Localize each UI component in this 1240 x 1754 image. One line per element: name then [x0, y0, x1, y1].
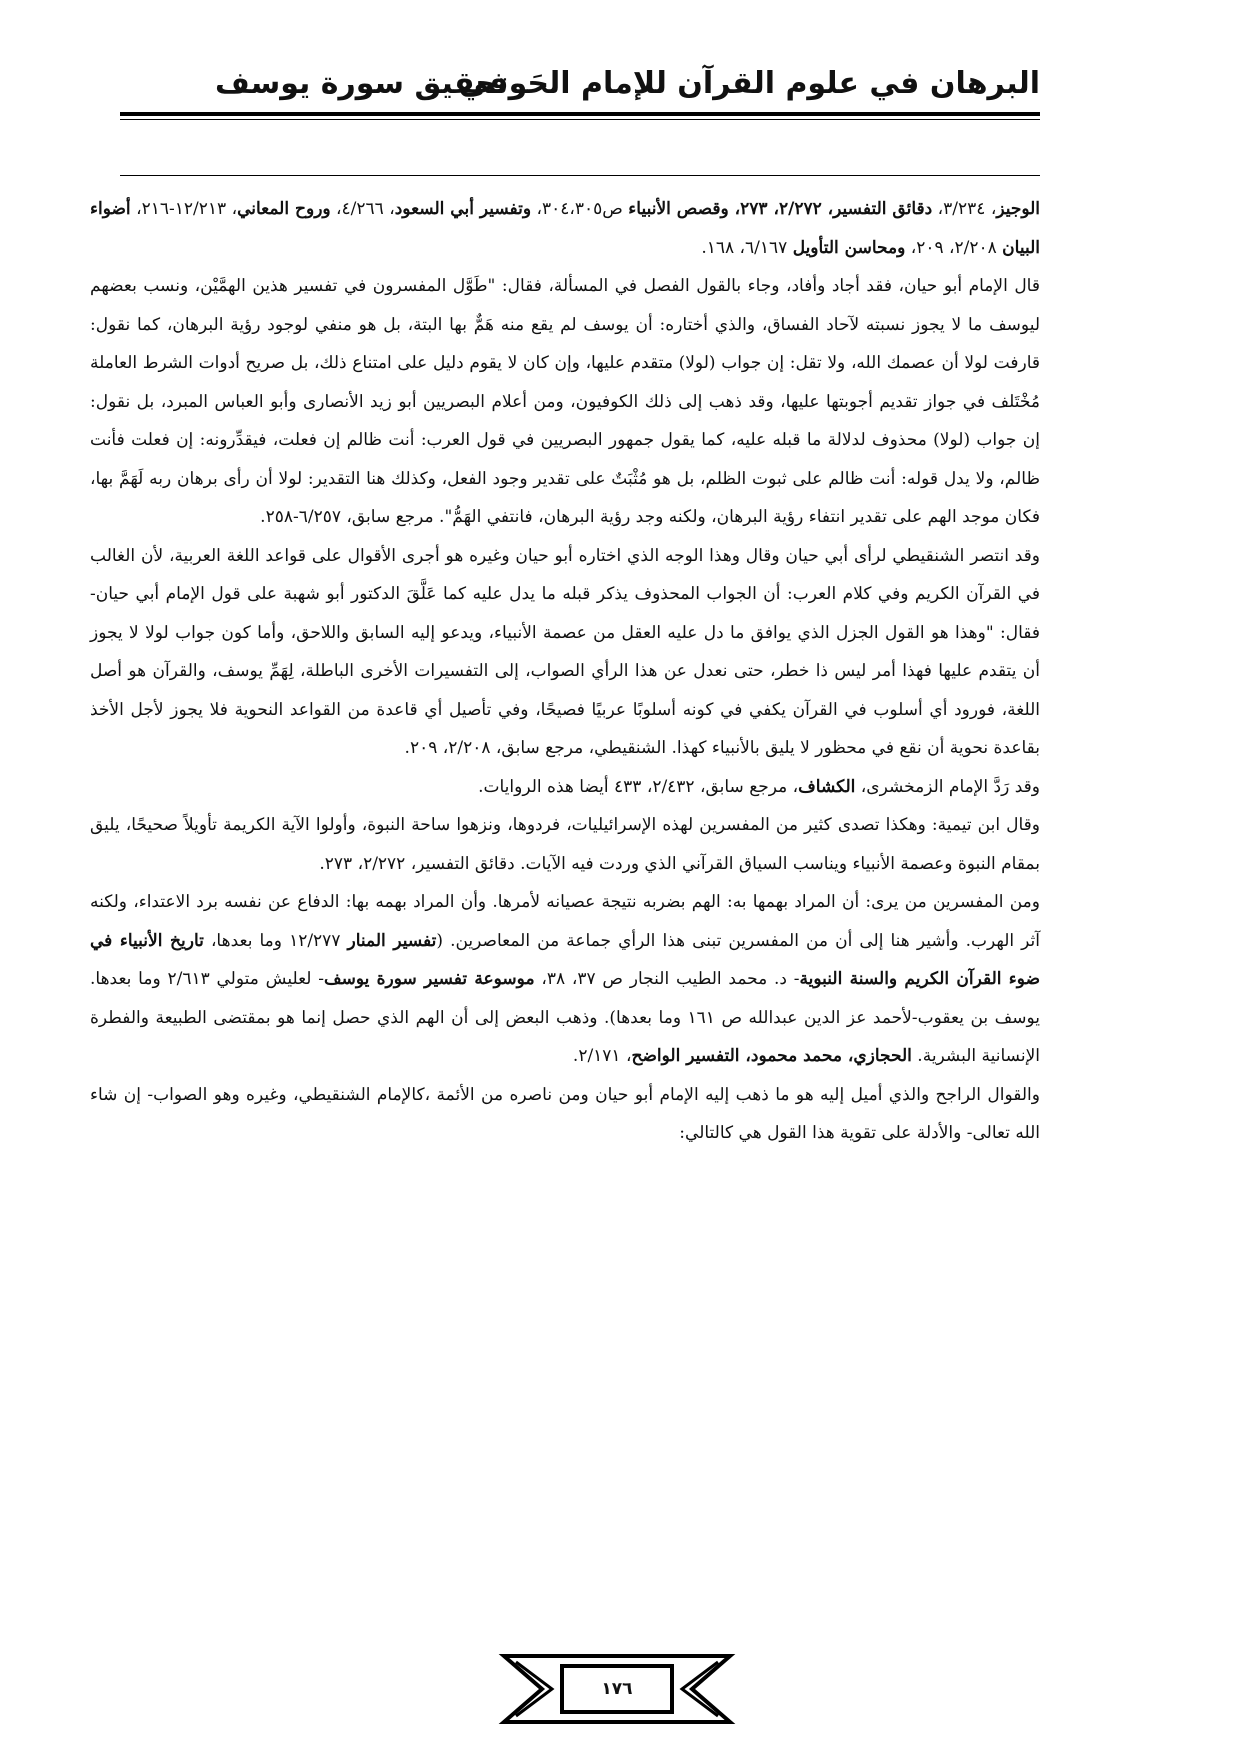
paragraph-preferred-view: والقوال الراجح والذي أميل إليه هو ما ذهب إليه الإمام أبو حيان ومن ناصره من الأئمة ،كالإمام الشنقيطي، وغيره وهو الصواب- إن شاء الله تعالى- والأدلة على تقوية هذا القول هي كالتالي: — [90, 1084, 1040, 1143]
paragraph-other-mufassirin — [90, 883, 1040, 1076]
ref-bold: أضواء البيان — [90, 199, 1040, 258]
ref-text: ص٣٠٤،٣٠٥، — [531, 199, 629, 219]
ref-text: ٢/٢٠٨، ٢٠٩، — [905, 237, 1003, 258]
ref-text: ، ٣/٢٣٤، — [932, 199, 997, 219]
ref-bold: الحجازي، محمد محمود، التفسير الواضح — [631, 1046, 912, 1066]
ref-text: ، ٤/٢٦٦، — [330, 199, 395, 219]
text-span: ومن المفسرين من يرى: أن المراد بهمها به: الهم بضربه نتيجة عصيانه لأمرها. وأن المراد بهمه بها: الدفاع عن نفسه برد الاعتداء، ولكنه آثر الهرب. وأشير هنا إلى أن من المفسرين تبنى هذا الرأي جماعة من المعاصرين. ( — [90, 892, 1041, 951]
ref-bold: دقائق التفسير، ٢/٢٧٢، ٢٧٣، وقصص الأنبياء — [628, 199, 933, 219]
header-rule — [120, 112, 1040, 116]
paragraph-references — [90, 190, 1040, 267]
header-rule-thin — [120, 119, 1040, 120]
ref-bold: تفسير المنار — [347, 930, 437, 951]
ref-bold: تاريخ الأنبياء في ضوء القرآن الكريم والسنة النبوية — [90, 930, 1041, 989]
paragraph-ibn-taymiyya: وقال ابن تيمية: وهكذا تصدى كثير من المفسرين لهذه الإسرائيليات، فردوها، ونزهوا ساحة النبوة، وأولوا الآية الكريمة تأويلاً صحيحًا، يليق بمقام النبوة وعصمة الأنبياء ويناسب السياق القرآني الذي وردت فيه الآيات. دقائق التفسير، ٢/٢٧٢، ٢٧٣. — [90, 815, 1040, 874]
ref-bold: ومحاسن التأويل — [792, 237, 906, 258]
paragraph-zamakhshari — [90, 768, 1040, 807]
paragraph-shinqiti: وقد انتصر الشنقيطي لرأى أبي حيان وقال وهذا الوجه الذي اختاره أبو حيان وغيره هو أجرى الأقوال على قواعد اللغة العربية، لأن الغالب في القرآن الكريم وفي كلام العرب: أن الجواب المحذوف يذكر قبله ما يدل عليه كما عَلَّقَ الدكتور أبو شهبة على قول الإمام أبي حيان-فقال: "وهذا هو القول الجزل الذي يوافق ما دل عليه العقل من عصمة الأنبياء، ويدعو إليه السابق واللاحق، وأما كون جواب لولا لا يجوز أن يتقدم عليها فهذا أمر ليس ذا خطر، حتى نعدل عن هذا الرأي الصواب، إلى التفسيرات الأخرى الباطلة، لِهَمِّ يوسف، والقرآن هو أصل اللغة، فورود أي أسلوب في القرآن يكفي في كونه أسلوبًا عربيًا فصيحًا، وفي تأصيل أي قاعدة من القواعد النحوية فلا يجوز لأجل الأخذ بقاعدة نحوية أن نقع في محظور لا يليق بالأنبياء كهذا. الشنقيطي، مرجع سابق، ٢/٢٠٨، ٢٠٩. — [90, 545, 1040, 758]
footnote-body — [90, 190, 1040, 1153]
paragraph-abu-hayyan: قال الإمام أبو حيان، فقد أجاد وأفاد، وجاء بالقول الفصل في المسألة، فقال: "طَوَّل المفسرون في تفسير هذين الهمَّيْن، ونسب بعضهم ليوسف ما لا يجوز نسبته لآحاد الفساق، والذي أختاره: أن يوسف لم يقع منه هَمٌّ بها البتة، بل هو منفي لوجود رؤية البرهان، كما نقول: قارفت لولا أن عصمك الله، ولا تقل: إن جواب (لولا) متقدم عليها، وإن كان لا يقوم دليل على امتناع ذلك، بل صريح أدوات الشرط العاملة مُخْتَلف في جواز تقديم أجوبتها عليها، وقد ذهب إلى ذلك الكوفيون، ومن أعلام البصريين أبو زيد الأنصارى وأبو العباس المبرد، بل نقول: إن جواب (لولا) محذوف لدلالة ما قبله عليه، كما يقول جمهور البصريين في قول العرب: أنت ظالم إن فعلت، فيقدِّرونه: إن فعلت فأنت ظالم، ولا يدل قوله: أنت ظالم على ثبوت الظلم، بل هو مُثْبَتٌ على تقدير وجود الفعل، وكذلك هنا التقدير: لولا أن رأى برهان ربه لَهَمَّ بها، فكان موجد الهم على تقدير انتفاء رؤية البرهان، ولكنه وجد رؤية البرهان، فانتفي الهَمُّ". مرجع سابق، ٦/٢٥٧-٢٥٨. — [90, 276, 1040, 527]
text-span: ، مرجع سابق، ٢/٤٣٢، ٤٣٣ أيضا هذه الروايات. — [478, 776, 799, 797]
text-span: وقد رَدَّ الإمام الزمخشرى، — [855, 776, 1040, 797]
page-header — [120, 60, 1040, 120]
ref-bold: وروح المعاني — [237, 199, 331, 219]
text-span: - د. محمد الطيب النجار ص ٣٧، ٣٨، — [534, 969, 800, 989]
footnote-separator — [120, 175, 1040, 176]
section-title: تحقيق سورة يوسف — [215, 66, 509, 101]
ref-bold: موسوعة تفسير سورة يوسف — [324, 969, 535, 989]
ref-text: ، ١٢/٢١٣-٢١٦، — [130, 199, 238, 219]
text-span: ، ٢/١٧١. — [572, 1046, 632, 1066]
text-span: - لعليش متولي ٢/٦١٣ وما بعدها. يوسف بن يعقوب-لأحمد عز الدين عبدالله ص ١٦١ وما بعدها). وذهب البعض إلى أن الهم الذي حصل إنما هو بمقتضى الطبيعة والفطرة الإنسانية البشرية. — [90, 969, 1040, 1066]
page-number-ornament — [492, 1650, 742, 1728]
ref-bold: الوجيز — [996, 199, 1041, 219]
ref-bold: الكشاف — [798, 776, 856, 797]
ref-bold: وتفسير أبي السعود — [394, 199, 532, 219]
book-title: البرهان في علوم القرآن للإمام الحَوفي — [458, 66, 1040, 101]
page-number: ١٧٦ — [601, 1679, 633, 1699]
ref-text: ٦/١٦٧، ١٦٨. — [701, 237, 793, 258]
text-span: ١٢/٢٧٧ وما بعدها، — [203, 930, 348, 951]
